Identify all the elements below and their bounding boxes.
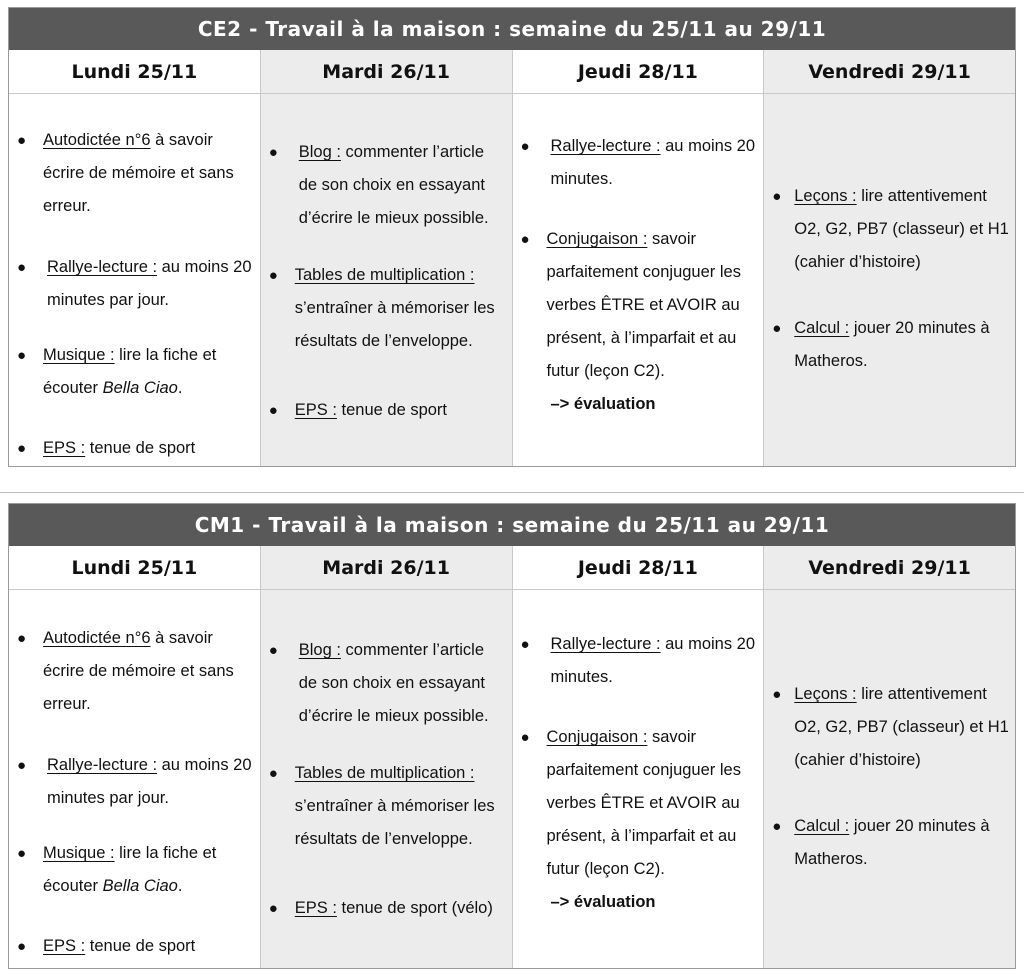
bullet-icon: ●: [772, 320, 782, 337]
task-musique: [17, 339, 216, 405]
task-label: Leçons :: [794, 187, 857, 205]
task-text: savoir: [647, 728, 697, 746]
task-text: au moins 20: [157, 756, 252, 774]
bullet-icon: ●: [520, 138, 530, 155]
task-eps: [17, 432, 195, 465]
task-label: EPS :: [294, 401, 337, 419]
task-eps: [17, 930, 195, 963]
bullet-icon: ●: [17, 845, 27, 862]
task-lecons: [772, 180, 1009, 279]
task-text: écouter: [43, 379, 103, 397]
bullet-icon: ●: [772, 818, 782, 835]
col-vendredi: [763, 94, 1015, 466]
bullet-icon: ●: [17, 938, 27, 955]
task-text: minutes par jour.: [47, 789, 169, 807]
bullet-icon: ●: [17, 259, 27, 276]
table-title: CE2 - Travail à la maison : semaine du 25/11 au 29/11: [9, 8, 1015, 50]
task-tables: [269, 757, 495, 856]
task-label: Musique :: [43, 844, 115, 862]
task-text: au moins 20: [660, 137, 756, 155]
bullet-icon: ●: [17, 132, 27, 149]
task-text: futur (leçon C2).: [546, 362, 665, 380]
task-text: lire attentivement: [856, 187, 987, 205]
task-rallye: [521, 130, 756, 196]
day-header-jeudi: Jeudi 28/11: [512, 50, 764, 93]
task-text: à savoir: [150, 131, 213, 149]
task-text: minutes.: [550, 170, 613, 188]
task-rallye: [17, 251, 252, 317]
day-header-mardi: Mardi 26/11: [260, 50, 512, 93]
task-text: lire attentivement: [856, 685, 987, 703]
task-text: écouter: [43, 877, 103, 895]
task-eps: [269, 394, 447, 427]
task-text: O2, G2, PB7 (classeur) et H1: [794, 220, 1009, 238]
ce2-homework-table: [8, 7, 1016, 467]
task-text: O2, G2, PB7 (classeur) et H1: [794, 718, 1009, 736]
task-label: Conjugaison :: [546, 230, 648, 248]
task-musique: [17, 837, 216, 903]
task-text: tenue de sport: [85, 937, 196, 955]
content-row: [9, 94, 1015, 466]
task-label: Rallye-lecture :: [550, 137, 661, 155]
task-text: au moins 20: [157, 258, 252, 276]
evaluation-note: –> évaluation: [550, 893, 656, 911]
task-label: Calcul :: [794, 817, 850, 835]
task-text: .: [177, 379, 183, 397]
col-mardi: [260, 94, 512, 466]
evaluation-note: –> évaluation: [550, 395, 656, 413]
task-autodictee: [17, 124, 234, 223]
task-text: parfaitement conjuguer les: [546, 263, 741, 281]
day-header-mardi: Mardi 26/11: [260, 546, 512, 589]
task-calcul: [772, 312, 989, 378]
task-label: Rallye-lecture :: [47, 756, 158, 774]
task-label: Blog :: [298, 641, 341, 659]
task-text: tenue de sport (vélo): [336, 899, 493, 917]
task-label: Tables de multiplication :: [294, 764, 475, 782]
task-text: s’entraîner à mémoriser les: [294, 797, 495, 815]
col-jeudi: [512, 590, 764, 968]
task-label: Leçons :: [794, 685, 857, 703]
task-text: savoir: [647, 230, 697, 248]
task-label: Rallye-lecture :: [550, 635, 661, 653]
task-text: lire la fiche et: [114, 844, 217, 862]
task-rallye: [521, 628, 756, 694]
bullet-icon: ●: [268, 402, 278, 419]
task-text: commenter l’article: [340, 143, 484, 161]
task-label: EPS :: [43, 439, 86, 457]
task-text: tenue de sport: [336, 401, 448, 419]
bullet-icon: ●: [17, 757, 27, 774]
col-lundi: [9, 590, 260, 968]
day-header-lundi: Lundi 25/11: [71, 557, 198, 579]
task-label: Autodictée n°6: [43, 629, 151, 647]
bullet-icon: ●: [268, 144, 278, 161]
task-text: jouer 20 minutes à: [849, 319, 990, 337]
content-row: [9, 590, 1015, 968]
task-rallye: [17, 749, 252, 815]
task-text: présent, à l’imparfait et au: [546, 329, 737, 347]
task-calcul: [772, 810, 989, 876]
task-text: à savoir: [150, 629, 213, 647]
task-text: résultats de l’enveloppe.: [294, 830, 473, 848]
task-text: minutes.: [550, 668, 613, 686]
task-eps: [269, 892, 493, 925]
task-text: résultats de l’enveloppe.: [294, 332, 473, 350]
task-tables: [269, 259, 495, 358]
bullet-icon: ●: [268, 642, 278, 659]
task-text: parfaitement conjuguer les: [546, 761, 741, 779]
bullet-icon: ●: [772, 188, 782, 205]
task-conjugaison: [521, 721, 741, 919]
task-text: d’écrire le mieux possible.: [298, 209, 489, 227]
task-label: Rallye-lecture :: [47, 258, 158, 276]
day-header-vendredi: Vendredi 29/11: [763, 546, 1015, 589]
cm1-homework-table: [8, 503, 1016, 969]
song-title: Bella Ciao: [102, 877, 178, 895]
task-blog: [269, 634, 489, 733]
task-text: lire la fiche et: [114, 346, 217, 364]
task-text: (cahier d’histoire): [794, 253, 921, 271]
section-divider: [0, 492, 1024, 493]
task-label: Tables de multiplication :: [294, 266, 475, 284]
task-label: Musique :: [43, 346, 115, 364]
bullet-icon: ●: [520, 231, 530, 248]
day-header-row: [9, 546, 1015, 590]
bullet-icon: ●: [17, 630, 27, 647]
day-header-lundi: Lundi 25/11: [71, 61, 198, 83]
bullet-icon: ●: [520, 636, 530, 653]
task-label: Calcul :: [794, 319, 850, 337]
col-mardi: [260, 590, 512, 968]
task-conjugaison: [521, 223, 741, 421]
bullet-icon: ●: [268, 765, 278, 782]
task-label: Autodictée n°6: [43, 131, 151, 149]
task-text: de son choix en essayant: [298, 674, 485, 692]
task-blog: [269, 136, 489, 235]
task-text: erreur.: [43, 695, 91, 713]
song-title: Bella Ciao: [102, 379, 178, 397]
task-label: Blog :: [298, 143, 341, 161]
task-text: écrire de mémoire et sans: [43, 662, 234, 680]
task-text: jouer 20 minutes à: [849, 817, 990, 835]
bullet-icon: ●: [268, 900, 278, 917]
task-label: EPS :: [43, 937, 86, 955]
task-text: verbes ÊTRE et AVOIR au: [546, 296, 740, 314]
bullet-icon: ●: [17, 347, 27, 364]
bullet-icon: ●: [17, 440, 27, 457]
col-vendredi: [763, 590, 1015, 968]
task-text: écrire de mémoire et sans: [43, 164, 234, 182]
task-autodictee: [17, 622, 234, 721]
task-text: verbes ÊTRE et AVOIR au: [546, 794, 740, 812]
task-text: présent, à l’imparfait et au: [546, 827, 737, 845]
task-text: Matheros.: [794, 850, 868, 868]
task-text: futur (leçon C2).: [546, 860, 665, 878]
bullet-icon: ●: [268, 267, 278, 284]
day-header-row: [9, 50, 1015, 94]
bullet-icon: ●: [772, 686, 782, 703]
task-text: au moins 20: [660, 635, 756, 653]
task-text: erreur.: [43, 197, 91, 215]
task-text: d’écrire le mieux possible.: [298, 707, 489, 725]
table-title: CM1 - Travail à la maison : semaine du 25/11 au 29/11: [9, 504, 1015, 546]
task-text: s’entraîner à mémoriser les: [294, 299, 495, 317]
task-text: Matheros.: [794, 352, 868, 370]
task-label: EPS :: [294, 899, 337, 917]
task-text: tenue de sport: [85, 439, 196, 457]
task-text: de son choix en essayant: [298, 176, 485, 194]
day-header-jeudi: Jeudi 28/11: [512, 546, 764, 589]
task-text: (cahier d’histoire): [794, 751, 921, 769]
day-header-vendredi: Vendredi 29/11: [763, 50, 1015, 93]
task-label: Conjugaison :: [546, 728, 648, 746]
task-text: minutes par jour.: [47, 291, 169, 309]
bullet-icon: ●: [520, 729, 530, 746]
task-text: .: [177, 877, 183, 895]
col-lundi: [9, 94, 260, 466]
task-lecons: [772, 678, 1009, 777]
col-jeudi: [512, 94, 764, 466]
task-text: commenter l’article: [340, 641, 484, 659]
